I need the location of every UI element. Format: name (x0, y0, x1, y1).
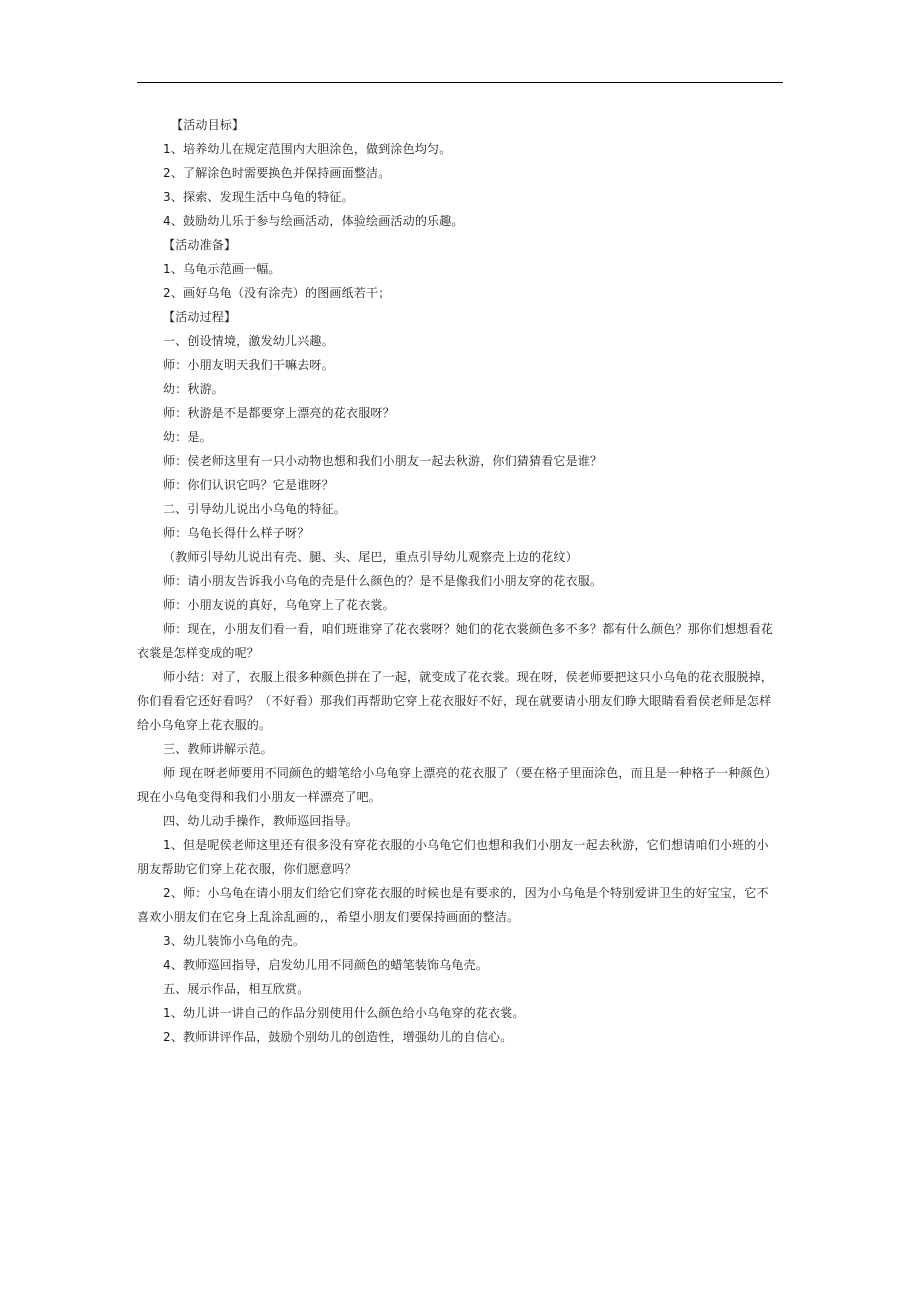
paragraph-line: 师小结：对了，衣服上很多种颜色拼在了一起，就变成了花衣裳。现在呀，侯老师要把这只小乌龟的花衣服脱掉， (163, 670, 774, 684)
paragraph-multiline (137, 665, 788, 737)
paragraph: 幼：是。 (163, 430, 212, 444)
paragraph: 三、教师讲解示范。 (163, 742, 273, 756)
paragraph: 1、培养幼儿在规定范围内大胆涂色，做到涂色均匀。 (163, 142, 452, 156)
paragraph-line: 师 现在呀老师要用不同颜色的蜡笔给小乌龟穿上漂亮的花衣服了（要在格子里面涂色，而且是一种格子一种颜色） (163, 766, 778, 780)
paragraph: 2、了解涂色时需要换色并保持画面整洁。 (163, 166, 391, 180)
paragraph: 3、探索、发现生活中乌龟的特征。 (163, 190, 354, 204)
paragraph: 一、创设情境，激发幼儿兴趣。 (163, 334, 334, 348)
paragraph-line: 喜欢小朋友们在它身上乱涂乱画的,，希望小朋友们要保持画面的整洁。 (137, 910, 520, 924)
paragraph: 二、引导幼儿说出小乌龟的特征。 (163, 502, 347, 516)
paragraph-line: 衣裳是怎样变成的呢？ (137, 646, 260, 660)
paragraph: 师：秋游是不是都要穿上漂亮的花衣服呀？ (163, 406, 395, 420)
paragraph-multiline (137, 833, 788, 881)
paragraph-line: 师：现在，小朋友们看一看，咱们班谁穿了花衣裳呀？她们的花衣裳颜色多不多？都有什么颜色？那你们想想看花 (163, 622, 774, 636)
paragraph: 4、教师巡回指导，启发幼儿用不同颜色的蜡笔装饰乌龟壳。 (163, 958, 489, 972)
paragraph: 四、幼儿动手操作，教师巡回指导。 (163, 814, 359, 828)
paragraph-multiline (137, 761, 788, 809)
paragraph: 4、鼓励幼儿乐于参与绘画活动，体验绘画活动的乐趣。 (163, 214, 464, 228)
paragraph-line: 1、但是呢侯老师这里还有很多没有穿花衣服的小乌龟它们也想和我们小朋友一起去秋游，它们想请咱们小班的小 (163, 838, 769, 852)
paragraph-line: 朋友帮助它们穿上花衣服，你们愿意吗？ (137, 862, 357, 876)
paragraph: 2、教师讲评作品，鼓励个别幼儿的创造性，增强幼儿的自信心。 (163, 1030, 513, 1044)
section-heading-goals: 【活动目标】 (171, 118, 245, 132)
paragraph: 师：你们认识它吗？它是谁呀？ (163, 478, 334, 492)
paragraph-line: 现在小乌龟变得和我们小朋友一样漂亮了吧。 (137, 790, 382, 804)
paragraph: 师：小朋友说的真好，乌龟穿上了花衣裳。 (163, 598, 395, 612)
paragraph: 师：乌龟长得什么样子呀？ (163, 526, 310, 540)
section-heading-preparation: 【活动准备】 (163, 238, 237, 252)
section-heading-process: 【活动过程】 (163, 310, 237, 324)
paragraph: 幼：秋游。 (163, 382, 225, 396)
paragraph-multiline (137, 881, 788, 929)
paragraph: 2、画好乌龟（没有涂壳）的图画纸若干； (163, 286, 391, 300)
paragraph: 1、乌龟示范画一幅。 (163, 262, 281, 276)
paragraph: 师：小朋友明天我们干嘛去呀。 (163, 358, 334, 372)
paragraph: 师：侯老师这里有一只小动物也想和我们小朋友一起去秋游，你们猜猜看它是谁？ (163, 454, 603, 468)
paragraph-multiline (137, 617, 788, 665)
paragraph: 3、幼儿装饰小乌龟的壳。 (163, 934, 306, 948)
paragraph: 五、展示作品，相互欣赏。 (163, 982, 310, 996)
document-body (137, 113, 788, 1049)
paragraph: 1、幼儿讲一讲自己的作品分别使用什么颜色给小乌龟穿的花衣裳。 (163, 1006, 525, 1020)
paragraph-line: 你们看看它还好看吗？（不好看）那我们再帮助它穿上花衣服好不好，现在就要请小朋友们睁大眼睛看看侯老师是怎样 (137, 694, 772, 708)
paragraph-line: 给小乌龟穿上花衣服的。 (137, 718, 272, 732)
paragraph-line: 2、师：小乌龟在请小朋友们给它们穿花衣服的时候也是有要求的，因为小乌龟是个特别爱讲卫生的好宝宝，它不 (163, 886, 769, 900)
header-rule (137, 82, 783, 83)
paragraph: 师：请小朋友告诉我小乌龟的壳是什么颜色的？是不是像我们小朋友穿的花衣服。 (163, 574, 603, 588)
paragraph: （教师引导幼儿说出有壳、腿、头、尾巴，重点引导幼儿观察壳上边的花纹） (163, 550, 578, 564)
